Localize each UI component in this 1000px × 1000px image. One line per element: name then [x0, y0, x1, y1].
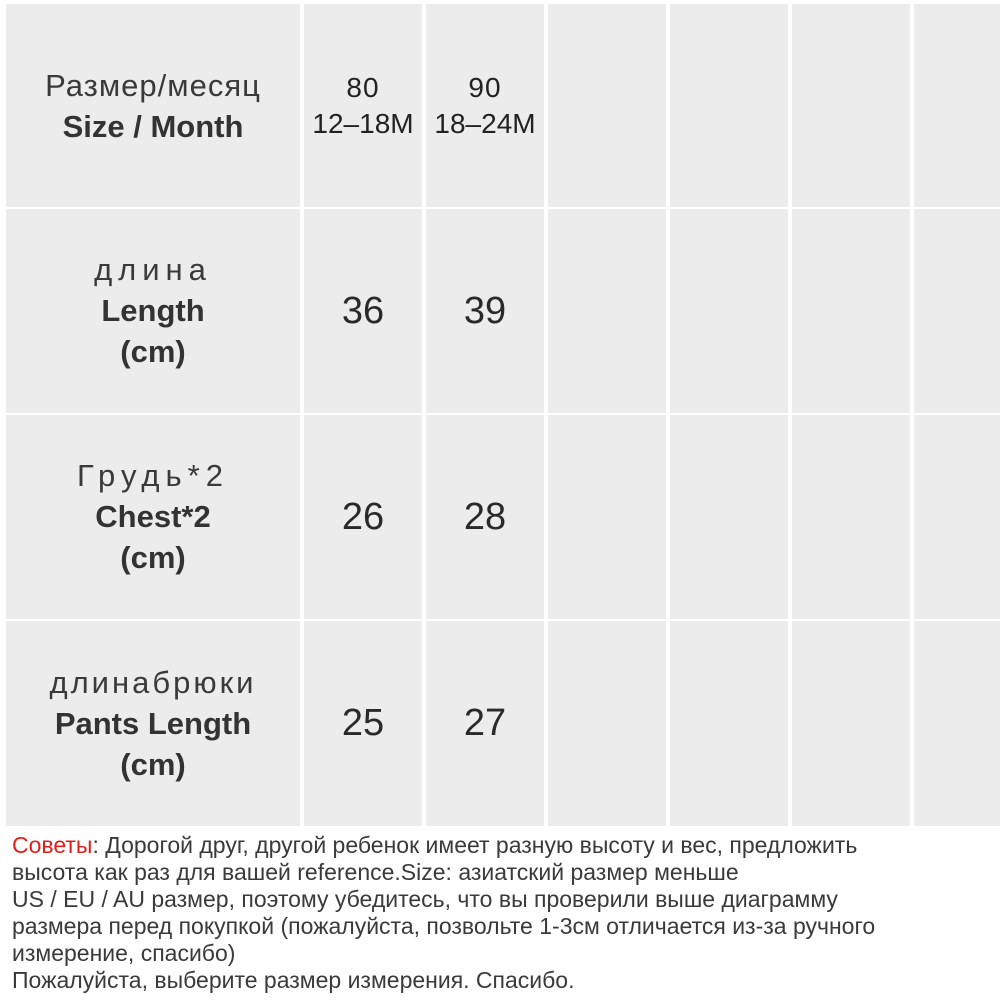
empty-cell [670, 4, 788, 207]
measurement-value: 25 [341, 702, 385, 744]
row-label-pants-length [6, 621, 300, 826]
empty-cell [792, 621, 910, 826]
empty-cell [548, 4, 666, 207]
tips-line-3: US / EU / AU размер, поэтому убедитесь, что вы проверили выше диаграмму [12, 886, 838, 912]
row-label-ru: длинабрюки [49, 664, 257, 700]
row-unit: (cm) [120, 334, 186, 369]
measurement-value: 28 [463, 495, 507, 538]
size-90-cell [426, 4, 544, 207]
empty-cell [914, 415, 1000, 619]
value-cell [304, 621, 422, 826]
measurement-value: 27 [463, 702, 507, 744]
size-months: 12–18M [312, 107, 414, 139]
measurement-value: 39 [463, 289, 507, 332]
tips-line-1-text: : Дорогой друг, другой ребенок имеет разную высоту и вес, предложить [92, 832, 858, 858]
row-label-en: Chest*2 [95, 499, 211, 534]
tips-note [12, 832, 997, 994]
value-cell [426, 415, 544, 619]
empty-cell [914, 209, 1000, 413]
measurement-value: 36 [341, 289, 385, 332]
empty-cell [792, 415, 910, 619]
tips-line-4: размера перед покупкой (пожалуйста, позвольте 1-3см отличается из-за ручного [12, 913, 876, 939]
empty-cell [670, 621, 788, 826]
size-80-cell [304, 4, 422, 207]
empty-cell [914, 621, 1000, 826]
row-unit: (cm) [120, 540, 186, 575]
row-label-length [6, 209, 300, 413]
size-months: 18–24M [434, 107, 536, 139]
size-number: 90 [468, 71, 502, 103]
value-cell [304, 415, 422, 619]
tips-line-5: измерение, спасибо) [12, 940, 236, 966]
empty-cell [670, 415, 788, 619]
row-label-en: Pants Length [54, 705, 252, 741]
empty-cell [792, 209, 910, 413]
row-label-chest [6, 415, 300, 619]
empty-cell [548, 209, 666, 413]
measurement-value: 26 [341, 495, 385, 538]
tips-label: Советы [12, 832, 93, 858]
empty-cell [548, 415, 666, 619]
header-label-ru: Размер/месяц [45, 67, 261, 103]
value-cell [426, 209, 544, 413]
size-number: 80 [346, 71, 380, 103]
value-cell [426, 621, 544, 826]
empty-cell [792, 4, 910, 207]
value-cell [304, 209, 422, 413]
row-label-ru: длина [94, 252, 212, 287]
row-unit: (cm) [120, 746, 186, 782]
tips-line-1 [12, 832, 997, 859]
tips-line-2: высота как раз для вашей reference.Size: азиатский размер меньше [12, 859, 739, 885]
header-label-cell [6, 4, 300, 207]
empty-cell [548, 621, 666, 826]
header-label-en: Size / Month [62, 108, 244, 144]
tips-line-6: Пожалуйста, выберите размер измерения. Спасибо. [12, 967, 575, 993]
row-label-en: Length [101, 293, 205, 328]
empty-cell [670, 209, 788, 413]
empty-cell [914, 4, 1000, 207]
row-label-ru: Грудь*2 [77, 458, 229, 493]
